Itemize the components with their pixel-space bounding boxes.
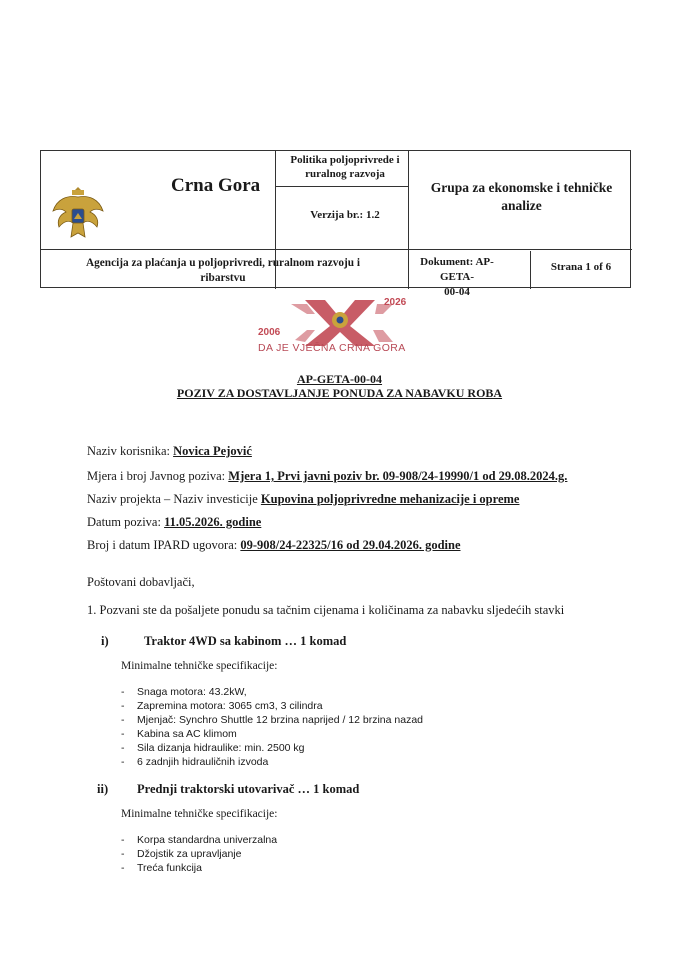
field-value: Novica Pejović	[173, 444, 252, 458]
document-id	[407, 255, 507, 300]
point-1: 1. Pozvani ste da pošaljete ponudu sa tačnim cijenama i količinama za nabavku sljedećih stavki	[87, 603, 565, 617]
field-measure	[87, 469, 567, 484]
spec-item: - Kabina sa AC klimom	[121, 728, 237, 740]
item-number: ii)	[97, 782, 109, 796]
spec-text: Kabina sa AC klimom	[137, 728, 237, 740]
field-value: 09-908/24-22325/16 od 29.04.2026. godine	[240, 538, 461, 552]
spec-item: - Korpa standardna univerzalna	[121, 834, 278, 846]
spec-text: Treća funkcija	[137, 862, 202, 874]
group-line: analize	[501, 198, 542, 213]
spec-text: Džojstik za upravljanje	[137, 848, 242, 860]
field-label: Naziv projekta – Naziv investicije	[87, 492, 261, 506]
spec-item: - Mjenjač: Synchro Shuttle 12 brzina naprijed / 12 brzina nazad	[121, 714, 424, 726]
field-date	[87, 515, 261, 530]
field-value: Mjera 1, Prvi javni poziv br. 09-908/24-19990/1 od 29.08.2024.g.	[228, 469, 568, 483]
item-title: Traktor 4WD sa kabinom … 1 komad	[144, 634, 347, 648]
document-code: AP-GETA-00-04	[296, 372, 383, 386]
spec-item: - Sila dizanja hidraulike: min. 2500 kg	[121, 742, 305, 754]
logo-year-start: 2006	[258, 327, 281, 338]
field-beneficiary	[87, 444, 252, 459]
spec-label: Minimalne tehničke specifikacije:	[121, 808, 278, 820]
item-number: i)	[101, 634, 109, 648]
policy-title	[281, 153, 409, 181]
document-title: POZIV ZA DOSTAVLJANJE PONUDA ZA NABAVKU ROBA	[176, 386, 503, 400]
item-title: Prednji traktorski utovarivač … 1 komad	[137, 782, 360, 796]
spec-item: - Zapremina motora: 3065 cm3, 3 cilindra	[121, 700, 323, 712]
field-label: Naziv korisnika:	[87, 444, 174, 458]
country-name: Crna Gora	[171, 175, 261, 196]
group-line: Grupa za ekonomske i tehničke	[430, 180, 613, 195]
spec-text: Snaga motora: 43.2kW,	[137, 686, 247, 698]
spec-text: Korpa standardna univerzalna	[137, 834, 278, 846]
field-label: Datum poziva:	[87, 515, 165, 529]
policy-line: ruralnog razvoja	[305, 168, 385, 180]
spec-text: 6 zadnjih hidrauličnih izvoda	[137, 756, 269, 768]
document-header-table	[40, 150, 631, 298]
table-divider	[276, 186, 408, 187]
spec-text: Sila dizanja hidraulike: min. 2500 kg	[137, 742, 305, 754]
field-project	[87, 492, 519, 507]
field-label: Broj i datum IPARD ugovora:	[87, 538, 241, 552]
policy-line: Politika poljoprivrede i	[290, 154, 400, 166]
spec-text: Zapremina motora: 3065 cm3, 3 cilindra	[137, 700, 323, 712]
table-divider	[41, 249, 632, 250]
spec-item: - Treća funkcija	[121, 862, 202, 874]
field-value: 11.05.2026. godine	[164, 515, 262, 529]
logo-slogan: DA JE VJEČNA CRNA GORA	[258, 342, 406, 354]
spec-item: - Džojstik za upravljanje	[121, 848, 242, 860]
document-id-line: 00-04	[444, 286, 470, 298]
field-contract	[87, 538, 461, 553]
agency-line: Agencija za plaćanja u poljoprivredi, ruralnom razvoju i	[85, 257, 361, 269]
version-label: Verzija br.: 1.2	[310, 209, 380, 221]
group-title	[411, 179, 632, 215]
field-value: Kupovina poljoprivredne mehanizacije i opreme	[260, 492, 520, 506]
table-divider	[530, 251, 531, 289]
logo-year-end: 2026	[384, 297, 407, 308]
document-id-line: Dokument: AP-GETA-	[420, 256, 494, 283]
spec-label: Minimalne tehničke specifikacije:	[121, 660, 278, 672]
greeting: Poštovani dobavljači,	[87, 575, 195, 589]
field-label: Mjera i broj Javnog poziva:	[87, 469, 229, 483]
spec-text: Mjenjač: Synchro Shuttle 12 brzina naprijed / 12 brzina nazad	[137, 714, 424, 726]
agency-title	[45, 256, 401, 286]
agency-line: ribarstvu	[200, 272, 246, 284]
page-number: Strana 1 of 6	[550, 261, 612, 273]
spec-item: - Snaga motora: 43.2kW,	[121, 686, 247, 698]
coat-of-arms-icon	[49, 181, 107, 243]
spec-item: - 6 zadnjih hidrauličnih izvoda	[121, 756, 269, 768]
